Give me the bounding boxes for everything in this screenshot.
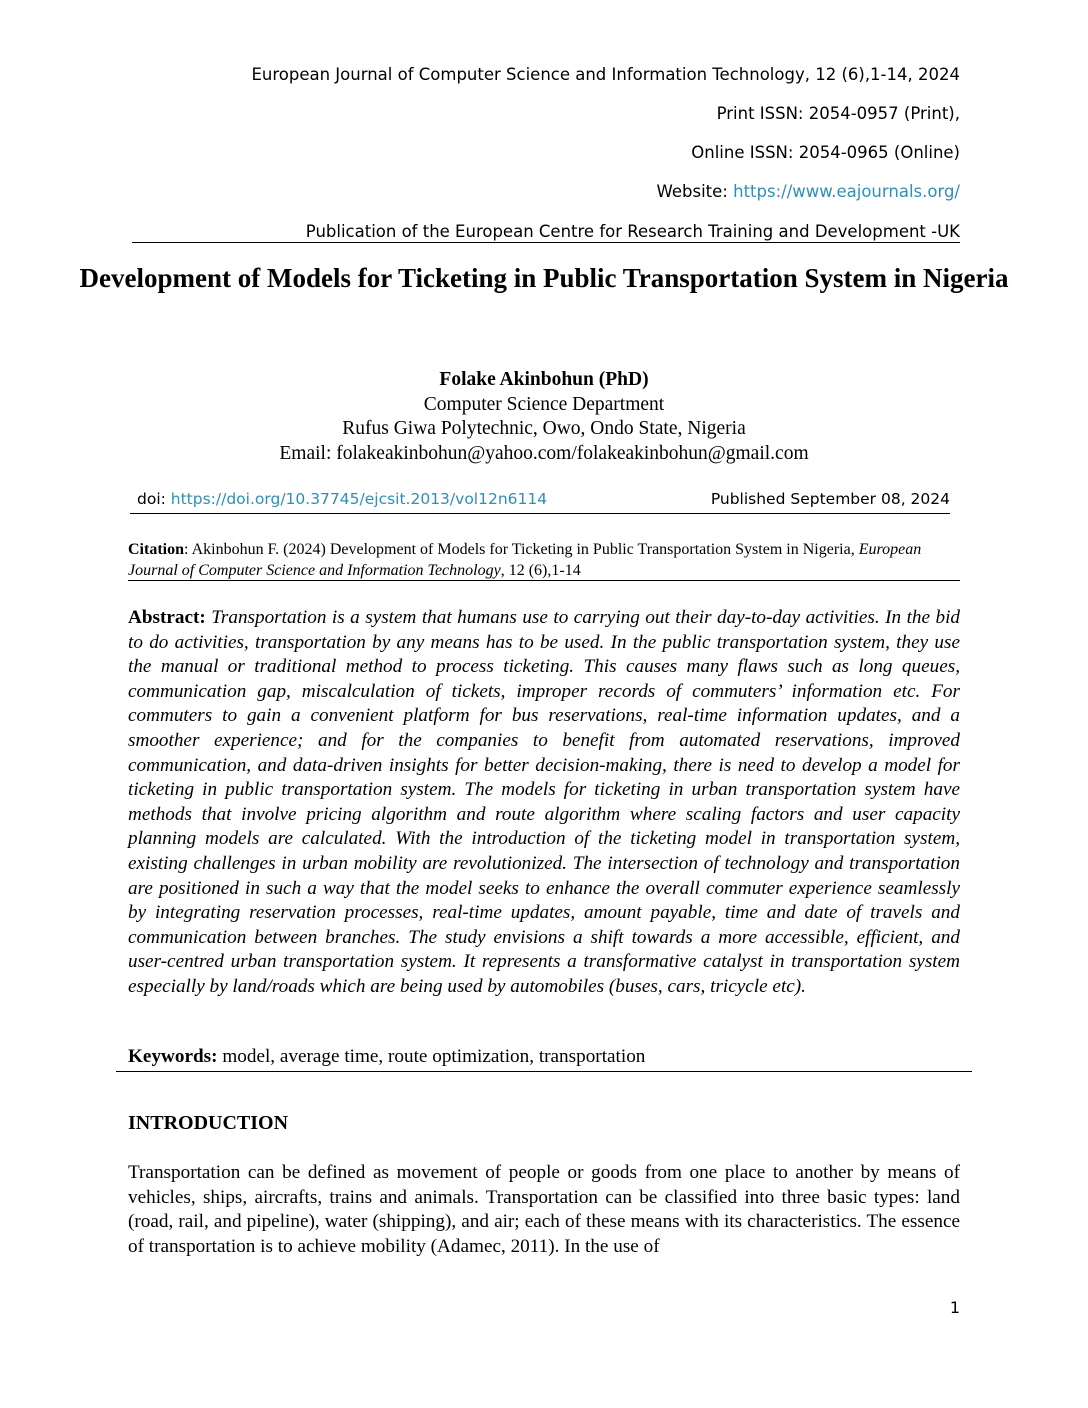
doi-line — [137, 490, 547, 508]
publisher-line: Publication of the European Centre for Research Training and Development -UK — [305, 222, 960, 241]
paper-title: Development of Models for Ticketing in Public Transportation System in Nigeria — [79, 263, 1009, 293]
author-name: Folake Akinbohun (PhD) — [439, 369, 649, 390]
citation-divider — [128, 580, 960, 581]
website-label: Website: — [656, 182, 734, 201]
online-issn: Online ISSN: 2054-0965 (Online) — [691, 143, 960, 162]
abstract-label: Abstract: — [128, 607, 206, 628]
doi-divider — [130, 513, 950, 514]
author-email: Email: folakeakinbohun@yahoo.com/folakeakinbohun@gmail.com — [279, 442, 809, 464]
citation — [128, 539, 960, 581]
keywords-divider — [116, 1071, 972, 1072]
citation-label: Citation — [128, 541, 184, 558]
section-heading-introduction: INTRODUCTION — [128, 1112, 289, 1134]
website-line — [657, 182, 960, 201]
citation-tail: , 12 (6),1-14 — [500, 562, 581, 579]
website-link[interactable]: https://www.eajournals.org/ — [733, 182, 960, 201]
page-number: 1 — [949, 1298, 960, 1317]
keywords — [128, 1046, 645, 1068]
citation-text: : Akinbohun F. (2024) Development of Models for Ticketing in Public Transportation System in Nigeria, — [184, 541, 859, 558]
doi-label: doi: — [137, 490, 171, 508]
author-department: Computer Science Department — [423, 393, 665, 415]
published-date: Published September 08, 2024 — [710, 490, 950, 508]
print-issn: Print ISSN: 2054-0957 (Print), — [716, 104, 960, 123]
journal-line: European Journal of Computer Science and Information Technology, 12 (6),1-14, 2024 — [251, 65, 960, 84]
abstract-text: Transportation is a system that humans use to carrying out their day-to-day activities. In the bid to do activities, transportation by any means has to be used. In the public transportation system, they use the manual or traditional method to process ticketing. This causes many flaws such as long queues, communication gap, miscalculation of tickets, improper records of commuters’ information etc. For commuters to gain a convenient platform for bus reservations, real-time information updates, and a smoother experience; and for the companies to benefit from automated reservations, improved communication, and data-driven insights for better decision-making, there is need to develop a model for ticketing in public transportation system. The models for ticketing in urban transportation system have methods that involve pricing algorithm and route algorithm where scaling factors and user capacity planning models are calculated. With the introduction of the ticketing model in transportation system, existing challenges in urban mobility are revolutionized. The intersection of technology and transportation are positioned in such a way that the model seeks to enhance the overall commuter experience seamlessly by integrating reservation processes, real-time updates, amount payable, time and date of travels and communication between branches. The study envisions a shift towards a more accessible, efficient, and user-centred urban transportation system. It represents a transformative catalyst in transportation system especially by land/roads which are being used by automobiles (buses, cars, tricycle etc). — [128, 607, 960, 997]
abstract — [128, 606, 960, 1000]
author-block — [0, 368, 1088, 466]
introduction-text: Transportation can be defined as movement of people or goods from one place to another by means of vehicles, ships, aircrafts, trains and animals. Transportation can be classified into three basic types: land (road, rail, and pipeline), water (shipping), and air; each of these means with its characteristics. The essence of transportation is to achieve mobility (Adamec, 2011). In the use of — [128, 1162, 960, 1257]
author-institution: Rufus Giwa Polytechnic, Owo, Ondo State, Nigeria — [342, 418, 746, 439]
keywords-label: Keywords: — [128, 1046, 218, 1067]
keywords-text: model, average time, route optimization, transportation — [217, 1046, 646, 1067]
header-divider — [132, 242, 960, 243]
doi-link[interactable]: https://doi.org/10.37745/ejcsit.2013/vol12n6114 — [170, 490, 548, 508]
citation-journal: European Journal of Computer Science and Information Technology — [128, 541, 922, 579]
